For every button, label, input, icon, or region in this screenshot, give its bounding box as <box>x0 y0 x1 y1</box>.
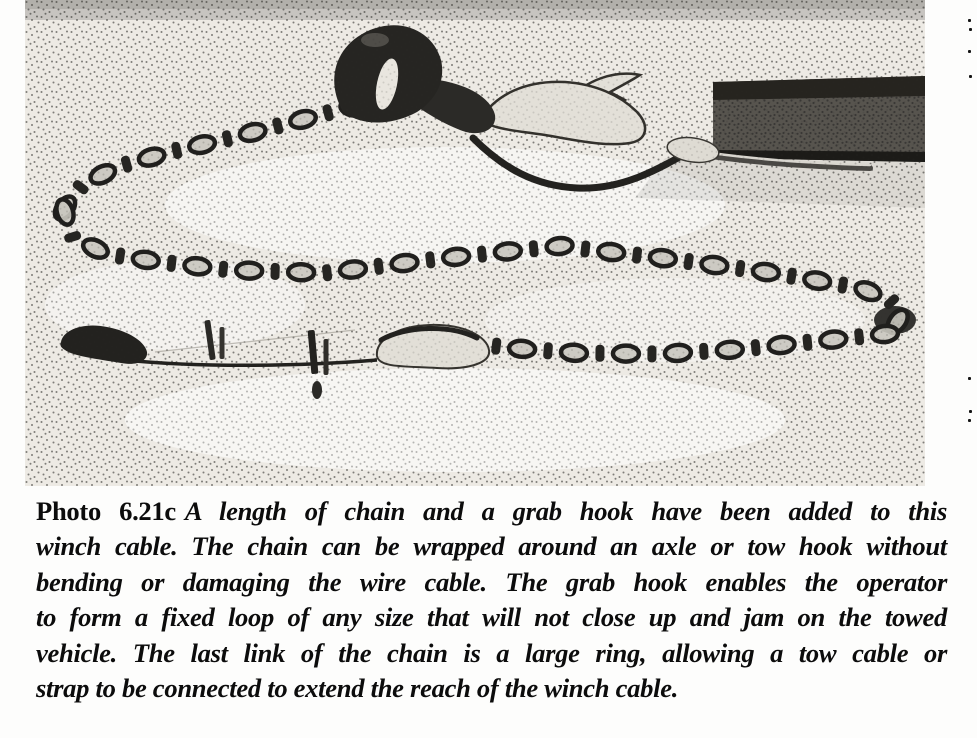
scan-artifact-dot <box>969 75 972 78</box>
scan-artifact-dot <box>969 28 972 31</box>
photo-illustration <box>25 0 925 486</box>
caption-label: Photo 6.21c <box>36 496 176 526</box>
caption-text: A length of chain and a grab hook have been added to this <box>184 496 947 526</box>
figure-caption <box>36 494 947 706</box>
scan-artifact-dot <box>968 19 971 22</box>
halftone-overlay <box>25 0 925 486</box>
caption-line-6: strap to be connected to extend the reach of the winch cable. <box>36 673 679 704</box>
scan-artifact-dot <box>968 50 971 53</box>
caption-line-1 <box>36 494 947 529</box>
caption-line-4: to form a fixed loop of any size that will not close up and jam on the towed <box>36 602 947 633</box>
scan-artifact-dot <box>968 377 971 380</box>
photo-chain-and-grab-hook <box>25 0 925 486</box>
caption-line-3: bending or damaging the wire cable. The grab hook enables the operator <box>36 566 947 597</box>
caption-line-2: winch cable. The chain can be wrapped around an axle or tow hook without <box>36 531 947 562</box>
caption-line-5: vehicle. The last link of the chain is a large ring, allowing a tow cable or <box>36 637 947 668</box>
scan-artifact-dot <box>969 410 972 413</box>
scan-artifact-dot <box>968 419 971 422</box>
